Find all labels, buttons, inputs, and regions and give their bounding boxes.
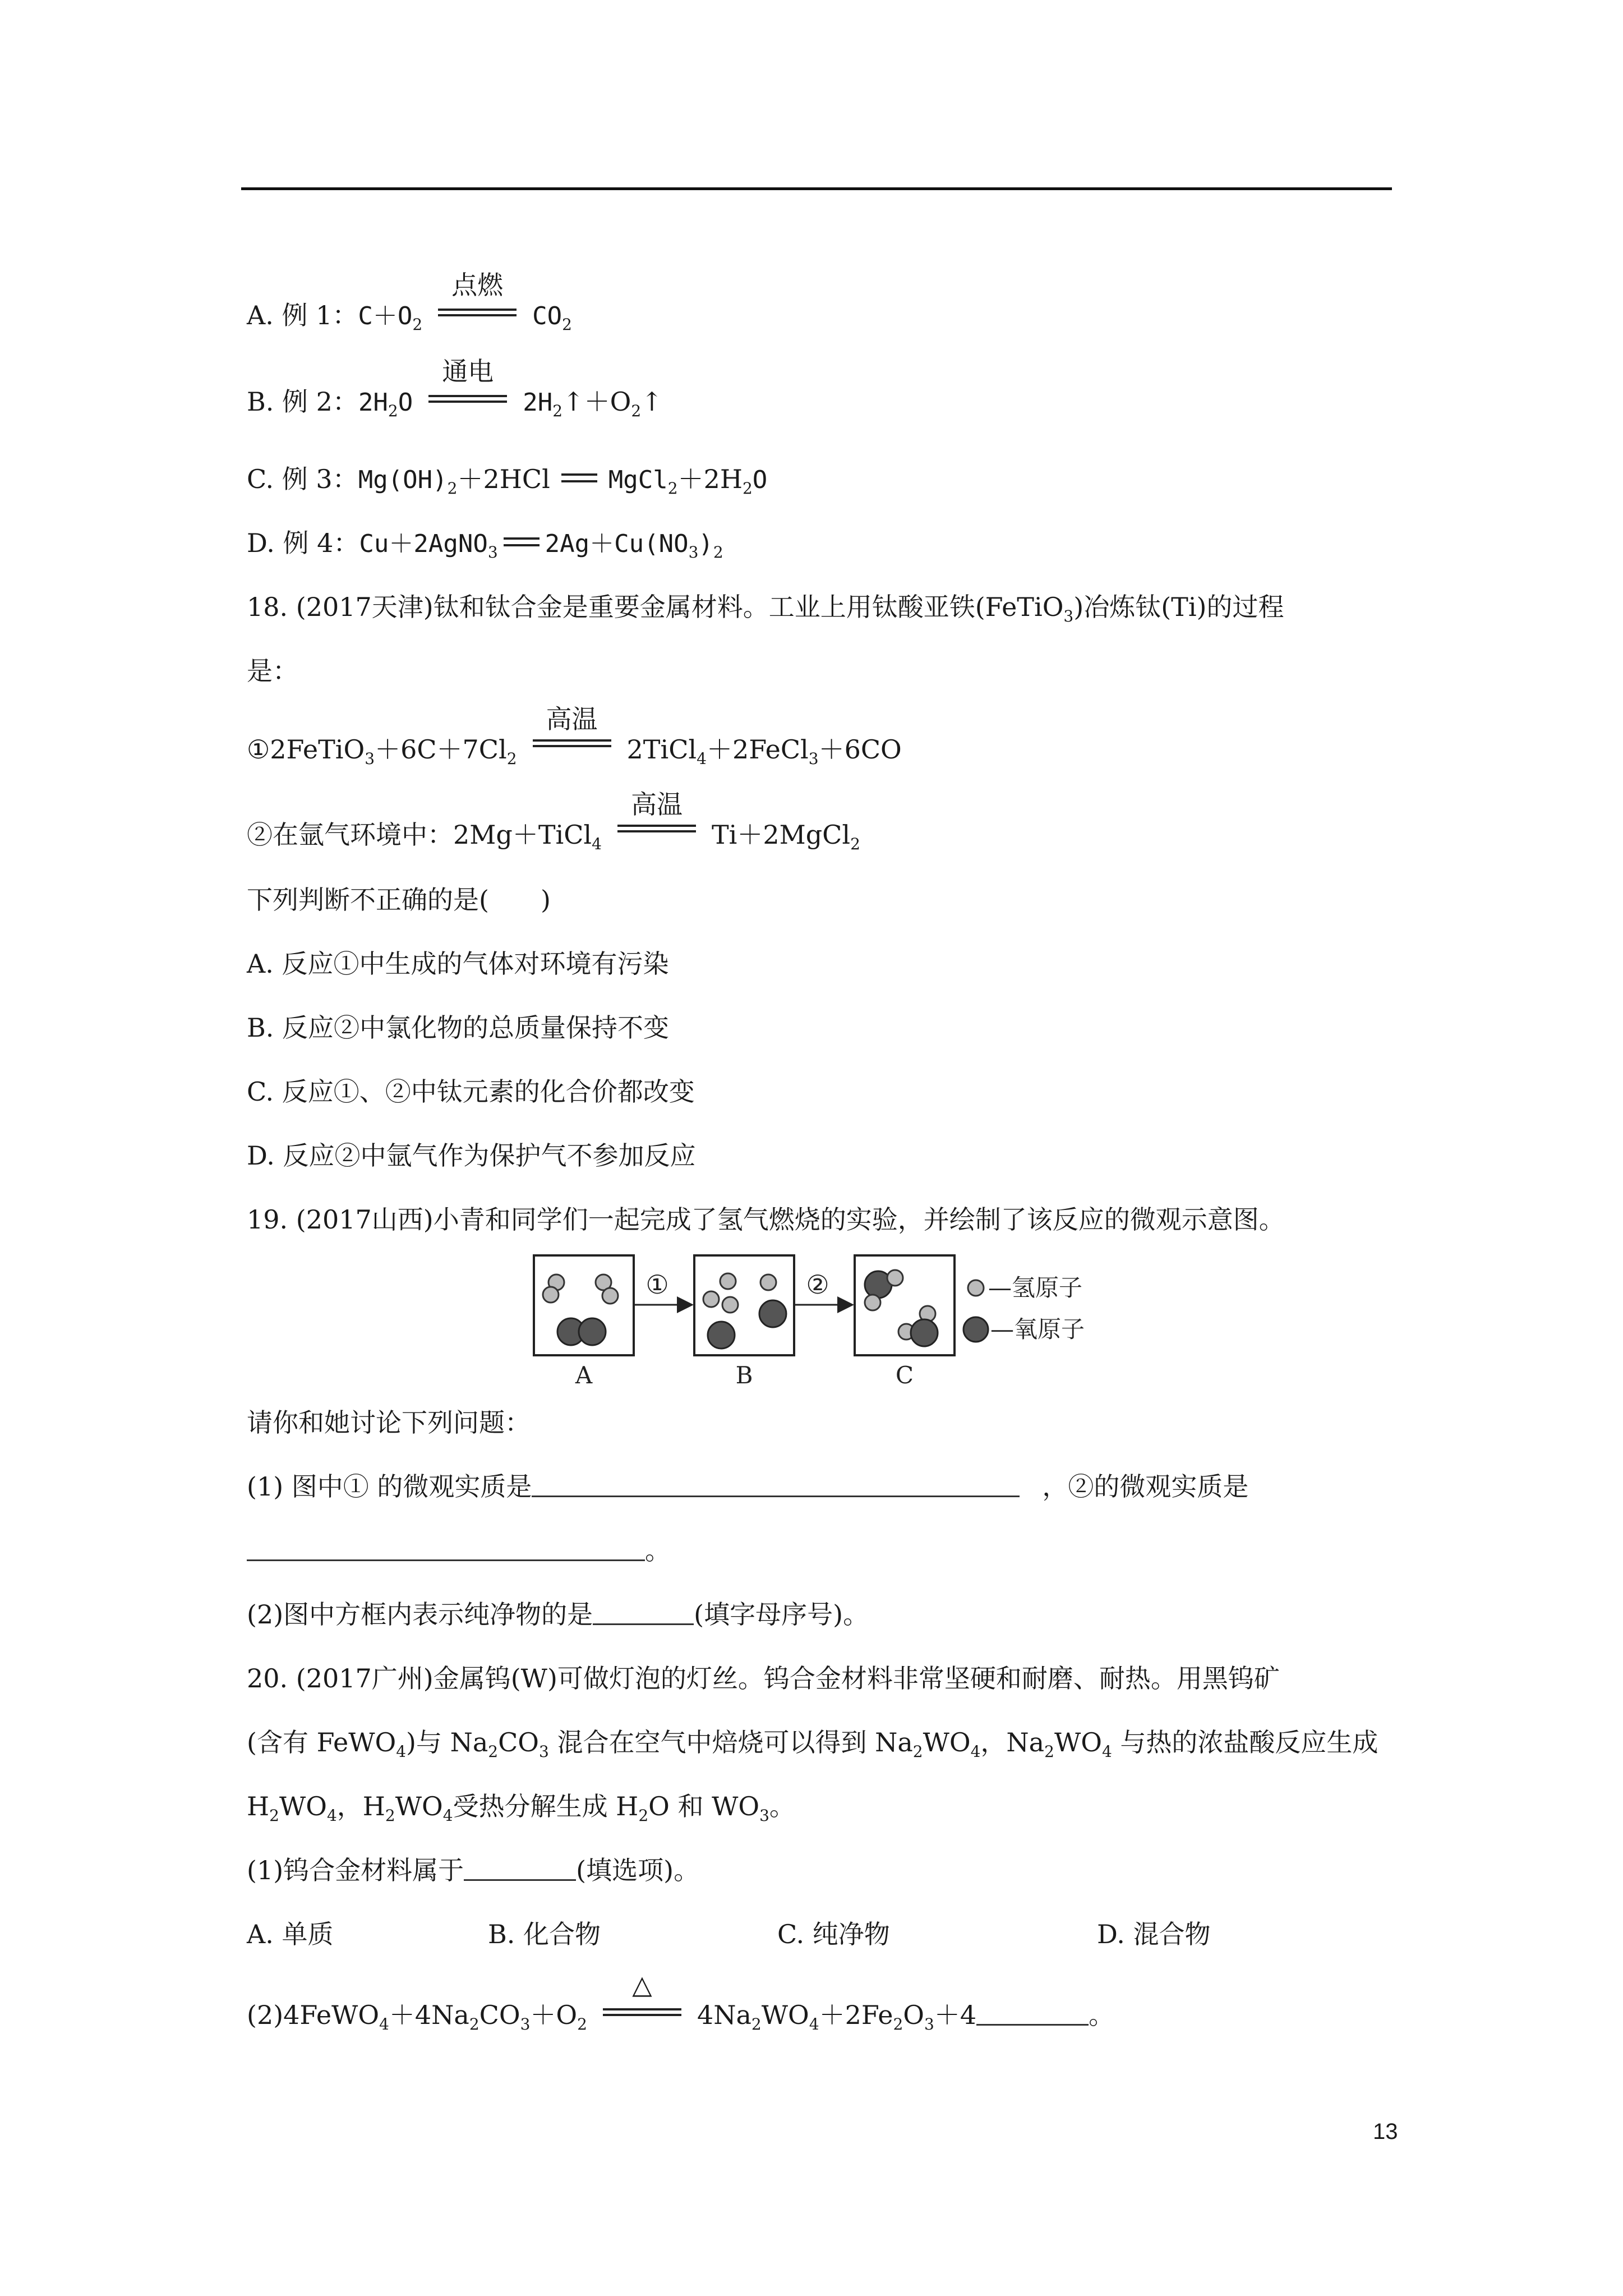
box-b-label: B xyxy=(735,1361,753,1389)
hydrogen-atom xyxy=(602,1288,618,1304)
hydrogen-atom xyxy=(887,1270,903,1286)
step-2-label: ② xyxy=(806,1269,829,1300)
answer-blank[interactable] xyxy=(464,1855,576,1881)
option-d: D. 例 4：Cu＋2AgNO$_3$ $2Ag+Cu(NO_3)_2$ xyxy=(247,528,723,562)
equals-sign xyxy=(504,527,540,559)
reaction-condition: 通电 xyxy=(428,386,507,417)
hydrogen-atom xyxy=(720,1273,736,1289)
q18-option-a: A. 反应①中生成的气体对环境有污染 xyxy=(247,949,669,979)
hydrogen-atom xyxy=(722,1297,738,1313)
heating-condition: △ xyxy=(603,1999,681,2031)
answer-blank[interactable] xyxy=(976,1999,1089,2026)
legend-hydrogen-icon xyxy=(968,1280,984,1296)
q20-choice-c: C. 纯净物 xyxy=(777,1919,890,1949)
box-a-label: A xyxy=(575,1361,593,1389)
legend-oxygen-icon xyxy=(963,1317,988,1342)
oxygen-atom xyxy=(579,1318,606,1345)
q19-prompt: 请你和她讨论下列问题： xyxy=(247,1407,531,1438)
q18-question: 下列判断不正确的是( ) xyxy=(247,885,551,915)
q20-stem-line3: $H_2WO_4$，$H_2WO_4$受热分解生成 $H_2O$ 和 $WO_3$。 xyxy=(247,1791,795,1825)
equals-sign xyxy=(561,463,597,495)
header-rule xyxy=(241,187,1392,190)
q18-stem-line1: 18. (2017天津)钛和钛合金是重要金属材料。工业上用钛酸亚铁(FeTiO$_3$)冶炼钛(Ti)的过程 xyxy=(247,592,1284,625)
q20-choice-b: B. 化合物 xyxy=(488,1919,601,1949)
hydrogen-atom xyxy=(865,1295,880,1310)
q18-option-c: C. 反应①、②中钛元素的化合价都改变 xyxy=(247,1076,695,1107)
q18-option-b: B. 反应②中氯化物的总质量保持不变 xyxy=(247,1013,670,1043)
q20-part2-equation: $(2)4FeWO_4+4Na_2CO_3+O_2$ △ $4Na_2WO_4+2Fe_2O_3+4$ 。 xyxy=(247,1970,1115,2033)
hydrogen-atom xyxy=(703,1291,719,1307)
step-1-label: ① xyxy=(645,1269,669,1300)
q18-option-d: D. 反应②中氩气作为保护气不参加反应 xyxy=(247,1140,696,1171)
oxygen-atom xyxy=(759,1300,786,1327)
q20-part1: (1)钨合金材料属于 (填选项)。 xyxy=(247,1855,700,1885)
option-b: B. 例 2：$2H_2O$ 通电 $2H_2↑+O_2↑$ xyxy=(247,356,663,420)
reaction-condition: 高温 xyxy=(617,819,696,850)
q20-stem-line1: 20. (2017广州)金属钨(W)可做灯泡的灯丝。钨合金材料非常坚硬和耐磨、耐热。用黑钨矿 xyxy=(247,1663,1280,1694)
legend-hydrogen-label: —氢原子 xyxy=(988,1274,1083,1301)
answer-blank[interactable] xyxy=(247,1535,645,1561)
page-number: 13 xyxy=(1373,2119,1398,2144)
answer-blank[interactable] xyxy=(593,1599,694,1625)
reaction-condition: 高温 xyxy=(533,734,611,765)
option-a: A. 例 1：$C+O_2$ 点燃 $CO_2$ xyxy=(247,270,572,334)
q20-stem-line2: (含有 FeWO$_4$)与 $Na_2CO_3$ 混合在空气中焙烧可以得到 $Na_2WO_4$，$Na_2WO_4$ 与热的浓盐酸反应生成 xyxy=(247,1727,1378,1761)
oxygen-atom xyxy=(708,1322,735,1349)
oxygen-atom xyxy=(911,1319,938,1346)
reaction-condition: 点燃 xyxy=(438,300,517,331)
option-c: C. 例 3：$Mg(OH)_2+2HCl$ $MgCl_2+2H_2O$ xyxy=(247,464,768,498)
q18-equation-2: ②在氩气环境中：2Mg＋TiCl$_4$ 高温 Ti＋2MgCl$_2$ xyxy=(247,789,860,853)
answer-blank[interactable] xyxy=(532,1471,1020,1497)
q19-part1: (1) 图中① 的微观实质是 ，②的微观实质是 xyxy=(247,1471,1249,1502)
q19-part1-cont: 。 xyxy=(247,1535,671,1566)
microscopic-reaction-diagram xyxy=(527,1251,1110,1399)
q18-stem-line2: 是： xyxy=(247,656,298,686)
q20-choice-a: A. 单质 xyxy=(247,1919,334,1949)
q18-equation-1: $①2FeTiO_3+6C+7Cl_2$ 高温 2TiCl$_4$＋2FeCl$_3$＋6CO xyxy=(247,704,902,768)
hydrogen-atom xyxy=(760,1274,776,1290)
q20-choice-d: D. 混合物 xyxy=(1097,1919,1211,1949)
legend-oxygen-label: —氧原子 xyxy=(990,1315,1085,1343)
q19-stem: 19. (2017山西)小青和同学们一起完成了氢气燃烧的实验，并绘制了该反应的微观示意图。 xyxy=(247,1204,1285,1235)
box-c-label: C xyxy=(895,1361,914,1389)
hydrogen-atom xyxy=(543,1287,559,1303)
q19-part2: (2)图中方框内表示纯净物的是 (填字母序号)。 xyxy=(247,1599,869,1630)
